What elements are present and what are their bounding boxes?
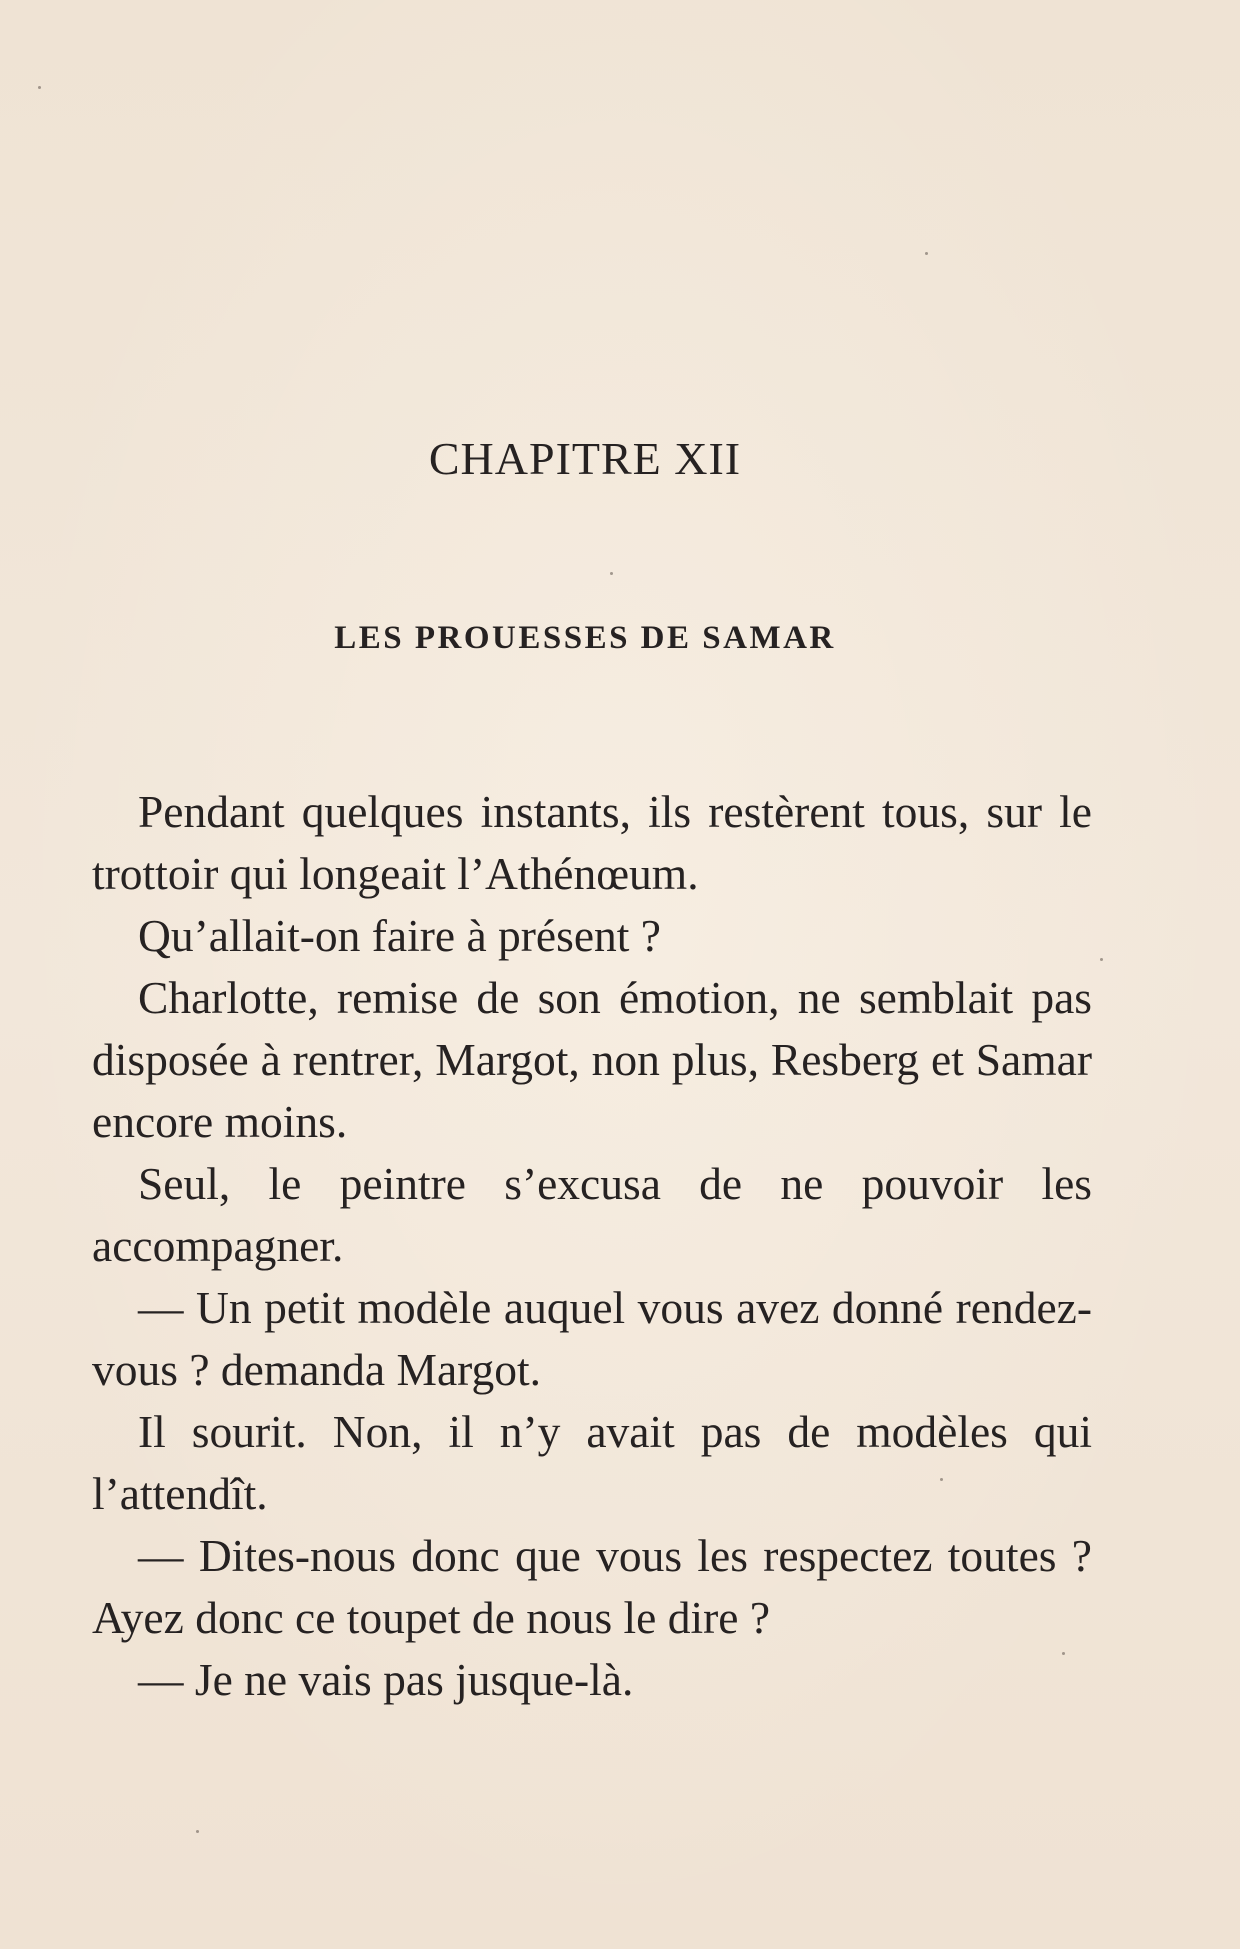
paragraph: — Dites-nous donc que vous les respectez toutes ? Ayez donc ce toupet de nous le dire ? xyxy=(92,1530,1092,1643)
paper-speck xyxy=(1100,958,1103,961)
paper-speck xyxy=(925,252,928,255)
chapter-subtitle: LES PROUESSES DE SAMAR xyxy=(334,620,836,656)
paper-speck xyxy=(610,572,613,575)
paper-speck xyxy=(940,1478,943,1481)
chapter-title: CHAPITRE XII xyxy=(428,433,742,484)
paragraph: — Je ne vais pas jusque-là. xyxy=(138,1654,634,1705)
paragraph: Seul, le peintre s’excusa de ne pouvoir les accompagner. xyxy=(92,1158,1092,1271)
paragraph: — Un petit modèle auquel vous avez donné rendez-vous ? demanda Margot. xyxy=(92,1282,1092,1395)
chapter-body xyxy=(92,781,1092,1711)
paragraph: Pendant quelques instants, ils restèrent tous, sur le trottoir qui longeait l’Athénœum. xyxy=(92,786,1092,899)
paragraph: Charlotte, remise de son émotion, ne semblait pas disposée à rentrer, Margot, non plus, Resberg et Samar encore moins. xyxy=(92,972,1092,1147)
paper-speck xyxy=(38,86,41,89)
paragraph: Qu’allait-on faire à présent ? xyxy=(138,910,661,961)
paper-speck xyxy=(1062,1652,1065,1655)
paragraph: Il sourit. Non, il n’y avait pas de modèles qui l’attendît. xyxy=(92,1406,1092,1519)
paper-speck xyxy=(196,1830,199,1833)
